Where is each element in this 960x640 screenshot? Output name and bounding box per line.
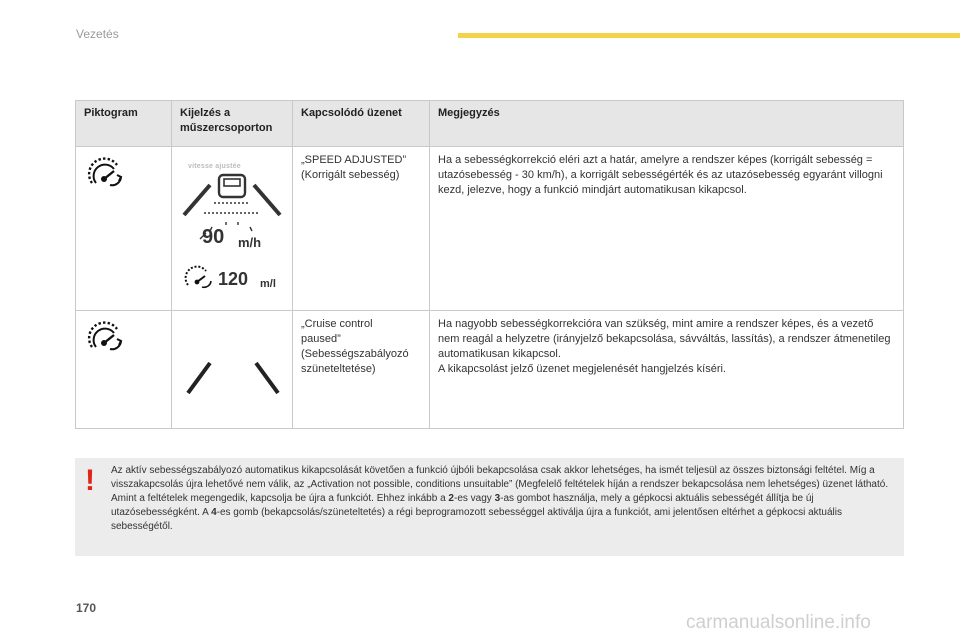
- warning-icon: !: [85, 464, 95, 497]
- speedometer-adjust-icon: [84, 317, 126, 359]
- watermark: carmanualsonline.info: [686, 612, 871, 633]
- warning-paragraph: Az aktív sebességszabályozó automatikus kikapcsolását követően a funkció újbóli bekapcsolása csak akkor lehetséges, ha ismét teljesül az összes biztonsági feltétel. Míg a visszakapcsolás újra lehetővé nem válik, az „Activation not possible, conditions unsuitable” (Megfelelő feltételek híján a rendszer bekapcsolása nem lehetséges) üzenet látható.: [111, 465, 889, 490]
- note-cell: [430, 147, 904, 311]
- car-lanes-graphic: [180, 167, 284, 242]
- warning-box: [75, 458, 904, 556]
- accent-bar: [458, 33, 960, 38]
- lane-lines-graphic: [180, 317, 284, 417]
- header-note: Megjegyzés: [430, 101, 904, 147]
- dashboard-display: [180, 153, 284, 293]
- display-speed-small: 120: [218, 269, 249, 289]
- message-line: (Sebességszabályozó: [301, 348, 409, 360]
- warning-paragraph: Amint a feltételek megengedik, kapcsolja be újra a funkciót. Ehhez inkább a 2-es vagy 3-as gombot használja, mely a gépkocsi aktuális sebességét állítja be új utazósebességként. A 4-es gomb (bekapcsolás/szüneteltetés) a régi beprogramozott sebességgel aktiválja újra a funkciót, ami jelentősen eltérhet a gépkocsi aktuális sebességétől.: [111, 493, 842, 532]
- message-cell: [293, 147, 430, 311]
- speedometer-adjust-icon: [184, 265, 214, 291]
- message-line: „SPEED ADJUSTED”: [301, 154, 407, 166]
- note-text: Ha a sebességkorrekció eléri azt a határ, amelyre a rendszer képes (korrigált sebesség = utazósebesség - 30 km/h), a korrigált sebességérték és az utazósebesség egyaránt villogni kezd, jelezve, hogy a funkció mindjárt automatikusan kikapcsol.: [438, 154, 883, 196]
- page-number: 170: [76, 601, 97, 615]
- header-pictogram: Piktogram: [76, 101, 172, 147]
- table-row: [76, 311, 904, 429]
- speedometer-adjust-icon: [84, 153, 126, 195]
- info-table: [75, 100, 904, 429]
- table-header-row: [76, 101, 904, 147]
- display-unit-main: m/h: [238, 235, 262, 250]
- display-banner: vitesse ajustée: [188, 163, 241, 170]
- message-line: (Korrigált sebesség): [301, 169, 400, 181]
- header-message: Kapcsolódó üzenet: [293, 101, 430, 147]
- message-line: paused”: [301, 333, 341, 345]
- pictogram-cell: [76, 147, 172, 311]
- message-cell: [293, 311, 430, 429]
- note-cell: [430, 311, 904, 429]
- display-cell: [172, 311, 293, 429]
- table-row: [76, 147, 904, 311]
- message-line: „Cruise control: [301, 318, 373, 330]
- note-text: Ha nagyobb sebességkorrekcióra van szükség, mint amire a rendszer képes, és a vezető nem reagál a helyzetre (irányjelző bekapcsolása, sávváltás, lassítás), a rendszer átmenetileg automatikusan kikapcsol.: [438, 318, 891, 360]
- header-display: Kijelzés a műszercsoporton: [172, 101, 293, 147]
- pictogram-cell: [76, 311, 172, 429]
- display-speed-main: 90: [202, 226, 225, 248]
- message-line: szüneteltetése): [301, 363, 376, 375]
- warning-text: [111, 464, 891, 534]
- section-title: Vezetés: [76, 27, 119, 41]
- note-text: A kikapcsolást jelző üzenet megjelenését hangjelzés kíséri.: [438, 363, 726, 375]
- display-cell: [172, 147, 293, 311]
- display-unit-small: m/l: [260, 278, 276, 290]
